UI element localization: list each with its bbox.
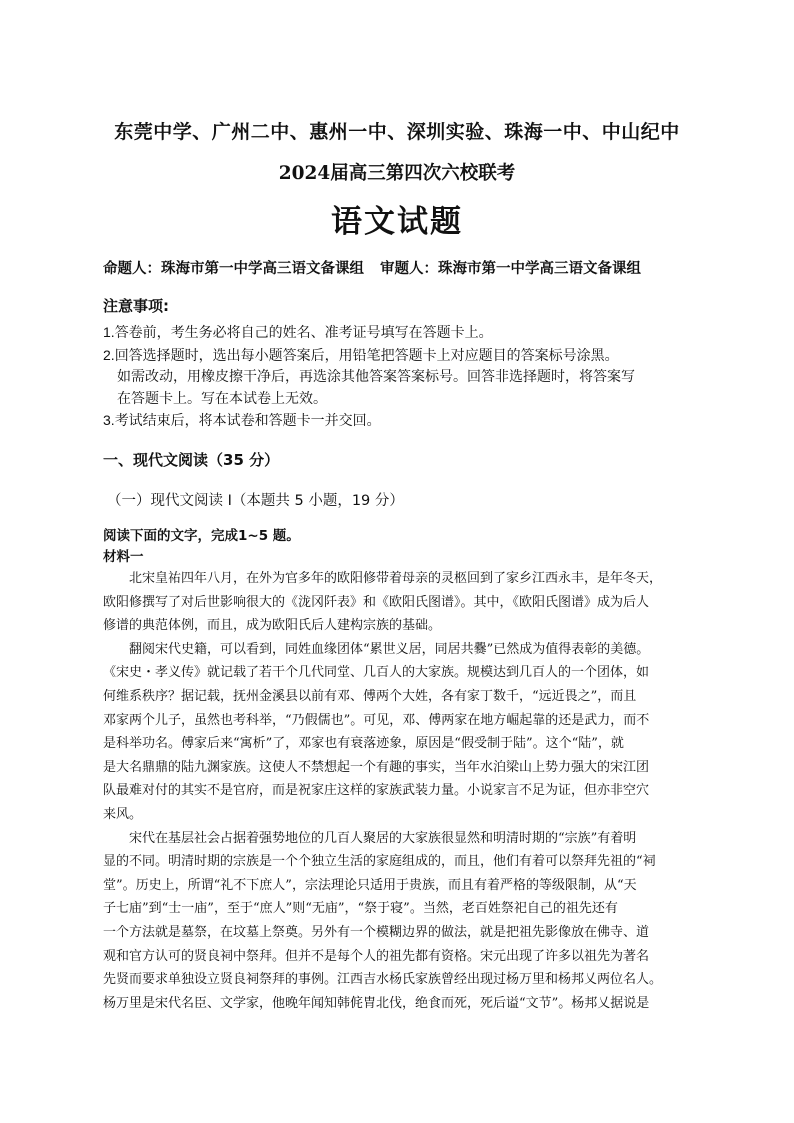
passage-line: 《宋史・孝义传》就记载了若干个几代同堂、几百人的大家族。规模达到几百人的一个团体，如 — [103, 665, 650, 681]
passage-line: 杨万里是宋代名臣、文学家，他晚年闻知韩侂胄北伐，绝食而死，死后谥“文节”。杨邦乂据说是 — [103, 995, 650, 1011]
passage-line: 子七庙”到“士一庙”，至于“庶人”则“无庙”，“祭于寝”。当然，老百姓祭祀自己的祖先还有 — [103, 901, 618, 917]
passage-line: 来风。 — [103, 806, 143, 822]
notice-text: 考试结束后，将本试卷和答题卡一并交回。 — [114, 413, 381, 429]
passage-line: 观和官方认可的贤良祠中祭拜。但并不是每个人的祖先都有资格。宋元出现了许多以祖先为著名 — [103, 948, 650, 964]
passage-line: 先贤而要求单独设立贤良祠祭拜的事例。江西吉水杨氏家族曾经出现过杨万里和杨邦乂两位名人。 — [103, 972, 663, 988]
subject-title: 语文试题 — [331, 204, 463, 240]
notice-number: 2. — [103, 346, 115, 363]
section-heading: 一、现代文阅读（35 分） — [103, 451, 280, 469]
notice-number: 3. — [103, 412, 115, 428]
notice-text: 回答选择题时，选出每小题答案后，用铅笔把答题卡上对应题目的答案标号涂黑。 — [114, 347, 619, 364]
passage-line: 是大名鼎鼎的陆九渊家族。这使人不禁想起一个有趣的事实，当年水泊梁山上势力强大的宋江团 — [103, 759, 650, 775]
passage-line: 邓家两个儿子，虽然也考科举，“乃假儒也”。可见，邓、傅两家在地方崛起靠的还是武力，而不 — [103, 712, 650, 728]
instruction: 阅读下面的文字，完成1~5 题。 — [103, 528, 300, 544]
passage-line: 一个方法就是墓祭，在坟墓上祭奠。另外有一个模糊边界的做法，就是把祖先影像放在佛寺、道 — [103, 924, 650, 940]
exam-title: 2024届高三第四次六校联考 — [278, 163, 516, 184]
passage — [103, 567, 695, 1015]
notice-continuation: 如需改动，用橡皮擦干净后，再选涂其他答案答案标号。回答非选择题时，将答案写 — [117, 369, 635, 385]
passage-line: 是科举功名。傅家后来“寓析”了，邓家也有衰落迹象，原因是“假受制于陆”。这个“陆”，就 — [103, 736, 624, 752]
passage-line: 欧阳修撰写了对后世影响很大的《泷冈阡表》和《欧阳氏图谱》。其中，《欧阳氏图谱》成为后人 — [103, 594, 650, 610]
notice-list — [103, 322, 703, 433]
reviewer-info: 审题人：珠海市第一中学高三语文备课组 — [380, 261, 641, 277]
notice-item — [103, 322, 703, 345]
passage-line: 翻阅宋代史籍，可以看到，同姓血缘团体“累世义居，同居共爨”已然成为值得表彰的美德。 — [129, 641, 650, 657]
notice-item — [103, 345, 703, 368]
notice-heading: 注意事项: — [103, 297, 169, 315]
passage-line: 修谱的典范体例，而且，成为欧阳氏后人建构宗族的基础。 — [103, 618, 442, 634]
passage-line: 队最难对付的其实不是官府，而是祝家庄这样的家族武装力量。小说家言不足为证，但亦非空穴 — [103, 783, 650, 799]
setter-info: 命题人：珠海市第一中学高三语文备课组 — [103, 261, 364, 277]
sub-heading: （一）现代文阅读 I（本题共 5 小题，19 分） — [107, 493, 404, 509]
school-names: 东莞中学、广州二中、惠州一中、深圳实验、珠海一中、中山纪中 — [114, 121, 680, 143]
notice-continuation: 在答题卡上。写在本试卷上无效。 — [117, 390, 327, 407]
notice-text: 答卷前，考生务必将自己的姓名、准考证号填写在答题卡上。 — [114, 325, 493, 341]
passage-line: 堂”。历史上，所谓“礼不下庶人”，宗法理论只适用于贵族，而且有着严格的等级限制，从“天 — [103, 877, 637, 893]
passage-line: 宋代在基层社会占据着强势地位的几百人聚居的大家族很显然和明清时期的“宗族”有着明 — [129, 830, 637, 846]
notice-number: 1. — [103, 324, 115, 340]
author-line — [103, 257, 641, 278]
passage-line: 北宋皇祐四年八月，在外为官多年的欧阳修带着母亲的灵柩回到了家乡江西永丰，是年冬天， — [129, 571, 663, 586]
passage-line: 何维系秩序？据记载，抚州金溪县以前有邓、傅两个大姓，各有家丁数千，“远近畏之”，而且 — [103, 688, 637, 704]
material-label: 材料一 — [103, 549, 144, 565]
notice-item — [103, 410, 703, 433]
passage-line: 显的不同。明清时期的宗族是一个个独立生活的家庭组成的，而且，他们有着可以祭拜先祖的“祠 — [103, 854, 656, 870]
